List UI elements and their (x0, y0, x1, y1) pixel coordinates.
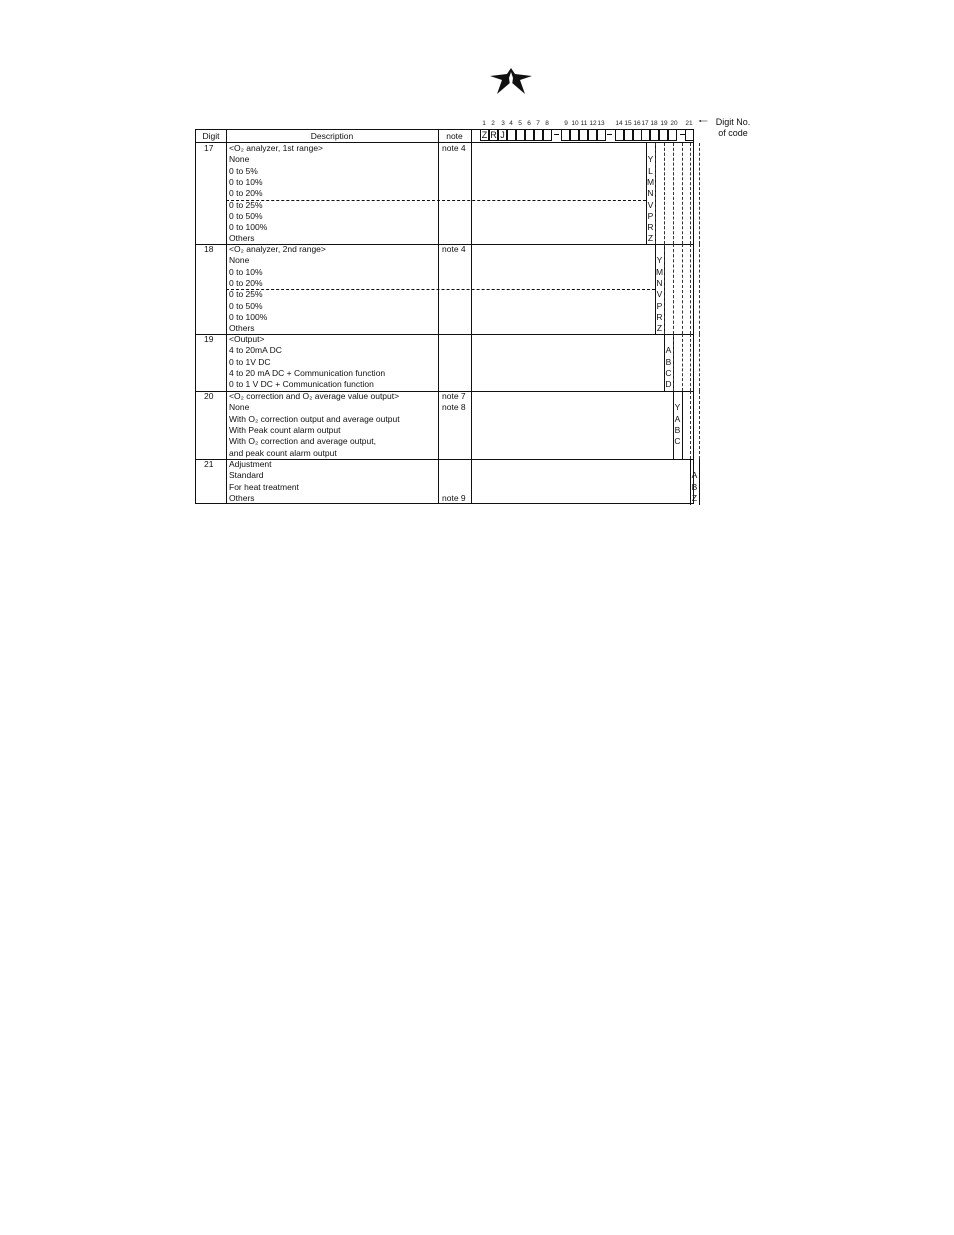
row-section-title: <O₂ correction and O₂ average value output> (229, 391, 400, 401)
row-option: 0 to 1 V DC + Communication function (229, 379, 374, 390)
teledyne-logo-icon (488, 66, 534, 96)
col-header-digit: Digit (202, 131, 220, 141)
digit-number: 12 (589, 120, 597, 127)
code-column-line (690, 459, 691, 505)
guide-line (682, 334, 683, 391)
code-letter: R (656, 311, 663, 322)
row-option: Others (229, 323, 255, 334)
code-column-line (682, 391, 683, 459)
row-option: 4 to 20mA DC (229, 345, 282, 356)
digit-number: 5 (518, 120, 522, 127)
guide-line (673, 334, 674, 391)
row-option: 0 to 25% (229, 289, 263, 300)
col-divider (471, 130, 472, 503)
code-column-line (699, 459, 700, 505)
row-option: With O₂ correction output and average output (229, 413, 400, 424)
code-letter: B (674, 424, 681, 435)
row-option: 0 to 25% (229, 199, 263, 210)
digit-number: 10 (571, 120, 579, 127)
code-letter: B (691, 481, 698, 492)
digit-number: 17 (641, 120, 649, 127)
group-separator (226, 200, 646, 201)
row-section-title: <O₂ analyzer, 1st range> (229, 143, 324, 153)
digit-no-label-line1: Digit No. (715, 117, 751, 127)
row-divider (196, 391, 693, 392)
row-digit: 17 (204, 143, 214, 153)
row-option: 0 to 20% (229, 277, 263, 288)
code-column-line (655, 244, 656, 334)
code-box: Z (481, 130, 488, 140)
guide-line (699, 391, 700, 459)
code-table (195, 129, 698, 504)
digit-number: 18 (650, 120, 658, 127)
row-option: 0 to 50% (229, 300, 263, 311)
code-letter: C (674, 436, 681, 447)
row-section-title: <O₂ analyzer, 2nd range> (229, 244, 326, 254)
guide-line (673, 244, 674, 334)
code-column-line (664, 334, 665, 391)
digit-number: 6 (527, 120, 531, 127)
row-option: Standard (229, 470, 264, 481)
code-letter: B (665, 356, 672, 367)
col-divider (438, 130, 439, 503)
code-box: R (490, 130, 497, 140)
guide-line (690, 334, 691, 391)
code-box: J (498, 129, 507, 141)
guide-line (682, 244, 683, 334)
code-letter: D (665, 379, 672, 390)
arrow-left-icon (694, 120, 712, 122)
row-digit: 18 (204, 244, 214, 254)
guide-line (664, 244, 665, 334)
code-letter: M (655, 266, 664, 277)
code-letter: P (656, 300, 663, 311)
code-letter: Y (647, 154, 654, 165)
digit-number: 4 (509, 120, 513, 127)
guide-line (682, 143, 683, 244)
digit-number: 1 (482, 120, 486, 127)
code-letter: N (656, 277, 663, 288)
digit-number: 16 (633, 120, 641, 127)
row-note: note 4 (442, 143, 466, 153)
row-option: 0 to 10% (229, 266, 263, 277)
row-option: 0 to 5% (229, 165, 258, 176)
row-option: 0 to 1V DC (229, 356, 271, 367)
digit-number: 3 (501, 120, 505, 127)
code-letter: R (647, 222, 654, 233)
row-section-title: <Output> (229, 334, 265, 344)
row-note: note 7 (442, 391, 466, 401)
code-letter: Y (656, 255, 663, 266)
row-option: 0 to 100% (229, 222, 268, 233)
code-letter: N (647, 188, 654, 199)
guide-line (690, 143, 691, 244)
code-letter: P (647, 210, 654, 221)
code-letter: Y (674, 402, 681, 413)
row-option: 0 to 20% (229, 188, 263, 199)
row-option: With Peak count alarm output (229, 424, 341, 435)
guide-line (699, 143, 700, 244)
code-column-line (646, 143, 647, 244)
guide-line (699, 334, 700, 391)
code-letter: A (691, 470, 698, 481)
digit-no-label (713, 117, 753, 139)
guide-line (690, 391, 691, 459)
digit-number: 13 (597, 120, 605, 127)
row-section-title: Adjustment (229, 459, 272, 469)
row-digit: 21 (204, 459, 214, 469)
digit-no-label-line2: of code (718, 128, 748, 138)
code-letter: Z (647, 233, 654, 244)
row-option: With O₂ correction and average output, (229, 436, 376, 447)
digit-number: 2 (491, 120, 495, 127)
row-option: None (229, 154, 250, 165)
digit-number: 14 (615, 120, 623, 127)
code-letter: A (665, 345, 672, 356)
row-option: None (229, 255, 250, 266)
code-letter: M (646, 176, 655, 187)
row-option: Others (229, 233, 255, 244)
digit-number: 21 (685, 120, 693, 127)
digit-number: 8 (545, 120, 549, 127)
digit-number: 15 (624, 120, 632, 127)
row-option: 0 to 10% (229, 176, 263, 187)
guide-line (664, 143, 665, 244)
row-option: and peak count alarm output (229, 447, 337, 458)
row-digit: 20 (204, 391, 214, 401)
row-divider (196, 334, 693, 335)
row-divider (196, 244, 693, 245)
guide-line (690, 244, 691, 334)
col-header-note: note (446, 131, 463, 141)
digit-number: 11 (580, 120, 588, 127)
col-divider (226, 130, 227, 503)
digit-number: 7 (536, 120, 540, 127)
group-separator (226, 289, 655, 290)
row-note: note 9 (442, 492, 466, 503)
row-option: 4 to 20 mA DC + Communication function (229, 367, 386, 378)
row-option: None (229, 402, 250, 413)
row-option: For heat treatment (229, 481, 299, 492)
row-divider (196, 459, 693, 460)
guide-line (673, 143, 674, 244)
col-header-description: Description (310, 131, 354, 141)
row-note: note 8 (442, 402, 466, 413)
row-option: Others (229, 492, 255, 503)
code-letter: V (647, 199, 654, 210)
row-note: note 4 (442, 244, 466, 254)
code-column-line (673, 391, 674, 459)
code-letter: L (648, 165, 653, 176)
row-option: 0 to 100% (229, 311, 268, 322)
code-letter: A (674, 413, 681, 424)
row-option: 0 to 50% (229, 210, 263, 221)
digit-number: 19 (660, 120, 668, 127)
digit-number: 9 (564, 120, 568, 127)
code-letter: C (665, 367, 672, 378)
code-letter: Z (656, 323, 663, 334)
guide-line (699, 244, 700, 334)
guide-line (655, 143, 656, 244)
row-digit: 19 (204, 334, 214, 344)
digit-number: 20 (670, 120, 678, 127)
code-letter: Z (691, 492, 698, 503)
code-letter: V (656, 289, 663, 300)
